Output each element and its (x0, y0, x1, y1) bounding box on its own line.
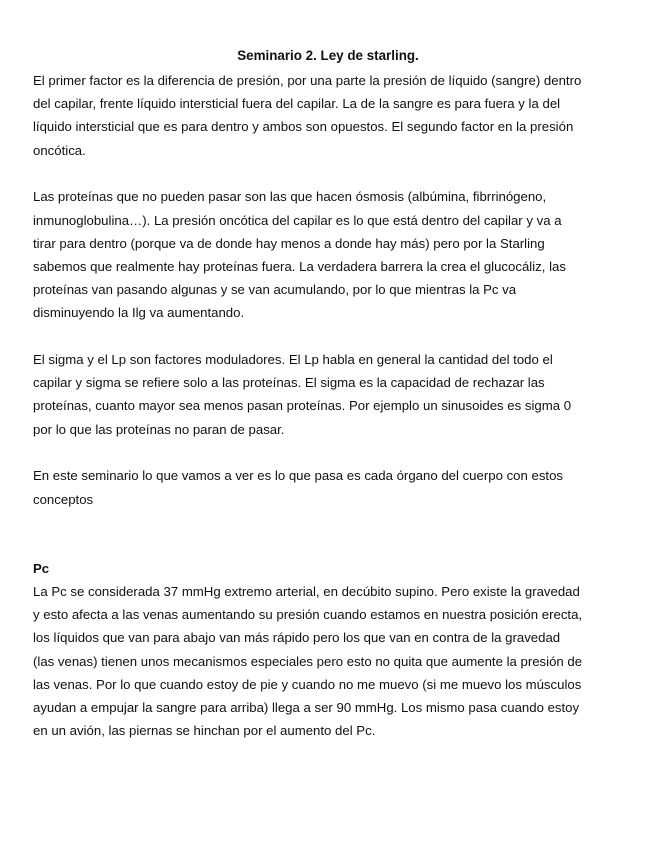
text-line: líquido intersticial que es para dentro y ambos son opuestos. El segundo factor en la presión (33, 119, 574, 135)
paragraph-pressure-difference (33, 69, 623, 162)
text-line: El sigma y el Lp son factores moduladores. El Lp habla en general la cantidad del todo el (33, 352, 553, 368)
text-line: los líquidos que van para abajo van más rápido pero los que van en contra de la gravedad (33, 630, 561, 646)
paragraph-spacer (33, 441, 623, 465)
text-line: La Pc se considerada 37 mmHg extremo arterial, en decúbito supino. Pero existe la gravedad (33, 583, 580, 599)
text-line: y esto afecta a las venas aumentando su presión cuando estamos en nuestra posición erecta, (33, 607, 583, 623)
document-title: Seminario 2. Ley de starling. (237, 48, 419, 63)
text-line: proteínas van pasando algunas y se van acumulando, por lo que mientras la Pc va (33, 282, 517, 298)
text-line: en un avión, las piernas se hinchan por el aumento del Pc. (33, 723, 376, 739)
paragraph-sigma-lp (33, 348, 623, 441)
text-line: inmunoglobulina…). La presión oncótica del capilar es lo que está dentro del capilar y va a (33, 212, 562, 228)
paragraph-spacer (33, 325, 623, 349)
section-spacer (33, 511, 623, 557)
paragraph-spacer (33, 162, 623, 186)
text-line: (las venas) tienen unos mecanismos especiales pero esto no quita que aumente la presión de (33, 653, 583, 669)
section-heading-pc: Pc (33, 560, 50, 576)
paragraph-proteins (33, 185, 623, 324)
text-line: las venas. Por lo que cuando estoy de pie y cuando no me muevo (si me muevo los músculos (33, 676, 582, 692)
document-page (33, 46, 623, 742)
text-line: tirar para dentro (porque va de donde hay menos a donde hay más) pero por la Starling (33, 235, 545, 251)
text-line: por lo que las proteínas no paran de pasar. (33, 421, 285, 437)
paragraph-pc (33, 580, 623, 742)
text-line: proteínas, cuanto mayor sea menos pasan proteínas. Por ejemplo un sinusoides es sigma 0 (33, 398, 572, 414)
text-line: sabemos que realmente hay proteínas fuera. La verdadera barrera la crea el glucocáliz, las (33, 258, 566, 274)
paragraph-seminar-intro (33, 464, 623, 510)
text-line: del capilar, frente líquido intersticial fuera del capilar. La de la sangre es para fuera y la del (33, 96, 561, 112)
text-line: Las proteínas que no pueden pasar son las que hacen ósmosis (albúmina, fibrrinógeno, (33, 189, 547, 205)
text-line: oncótica. (33, 142, 86, 158)
text-line: capilar y sigma se refiere solo a las proteínas. El sigma es la capacidad de rechazar las (33, 375, 545, 391)
text-line: ayudan a empujar la sangre para arriba) llega a ser 90 mmHg. Los mismo pasa cuando estoy (33, 699, 580, 715)
text-line: conceptos (33, 491, 94, 507)
text-line: disminuyendo la Ilg va aumentando. (33, 305, 245, 321)
text-line: En este seminario lo que vamos a ver es lo que pasa es cada órgano del cuerpo con estos (33, 468, 564, 484)
text-line: El primer factor es la diferencia de presión, por una parte la presión de líquido (sangre) dentro (33, 73, 582, 88)
